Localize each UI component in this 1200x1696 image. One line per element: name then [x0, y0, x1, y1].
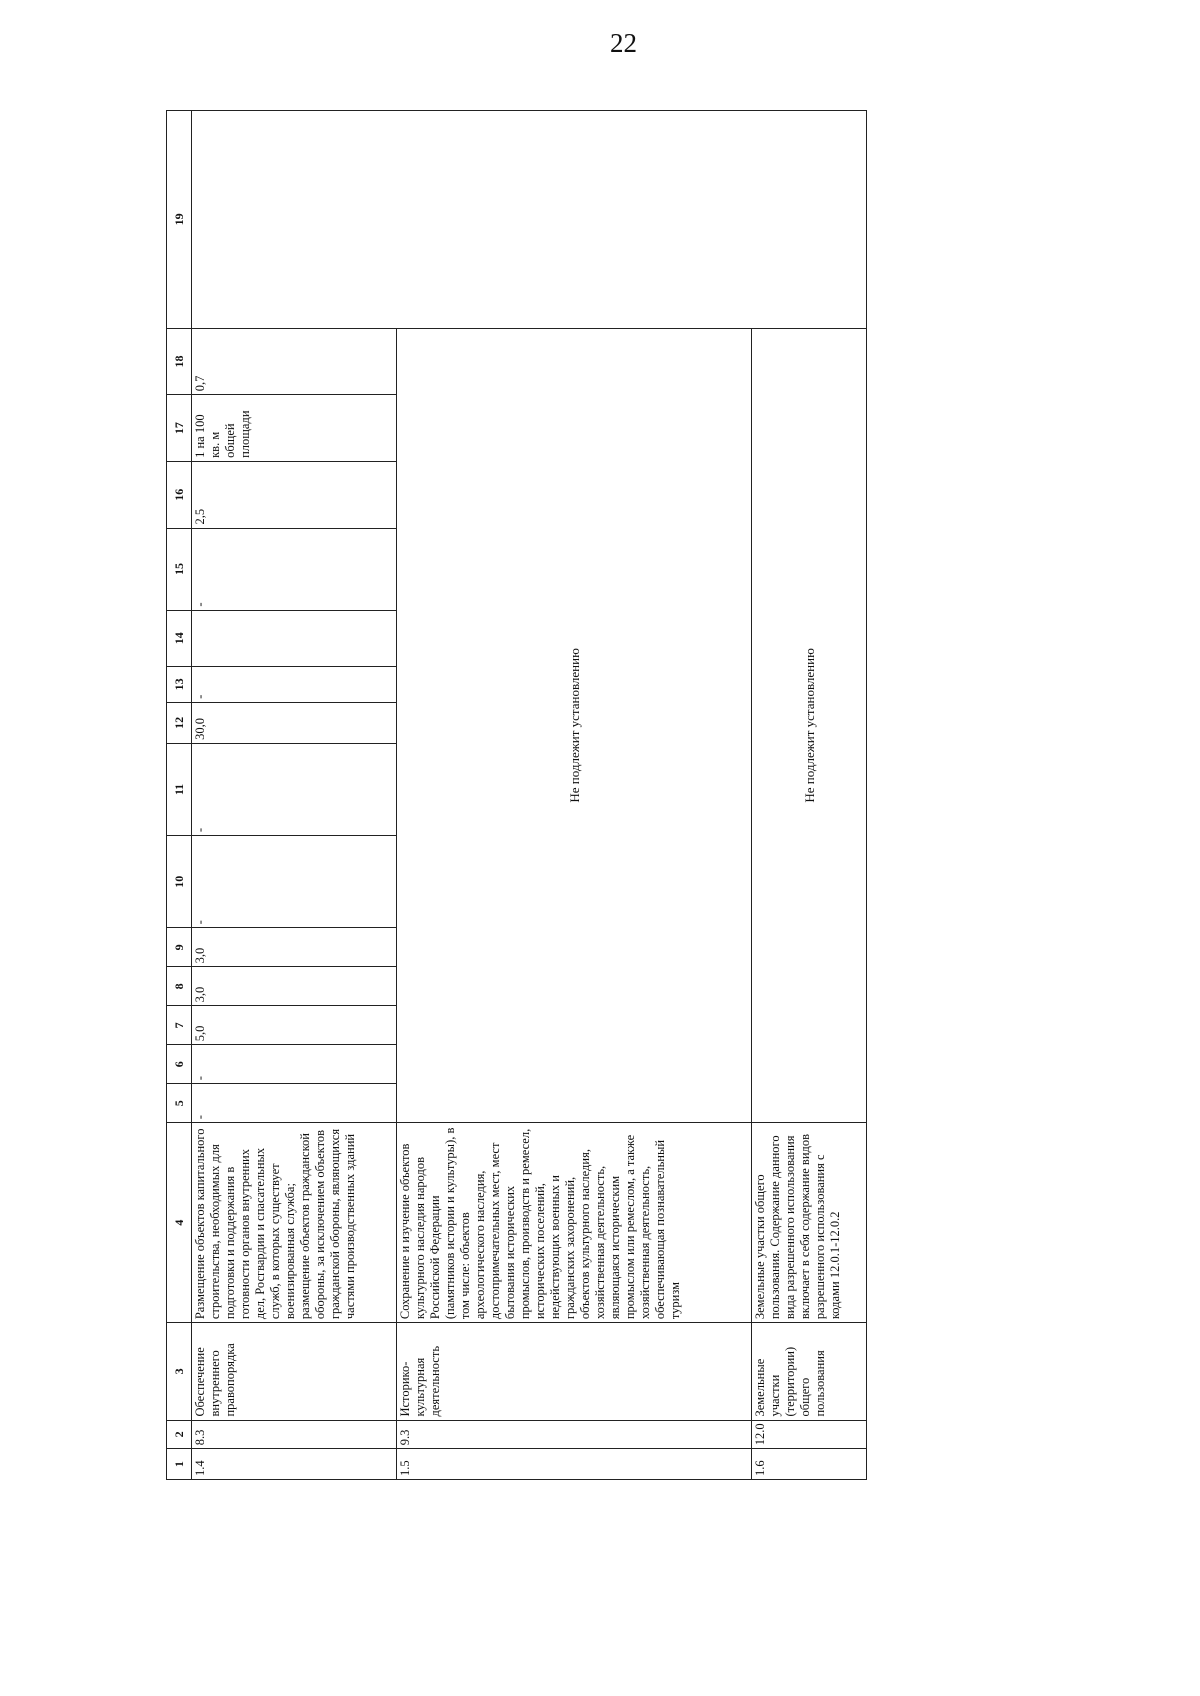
header-cell: 15	[167, 528, 192, 610]
header-cell: 1	[167, 1449, 192, 1480]
use-name: Земельные участки (территории) общего пользования	[752, 1323, 867, 1420]
value-cell: -	[192, 528, 397, 610]
header-cell: 10	[167, 836, 192, 928]
rotated-table	[166, 110, 864, 1480]
use-description: Размещение объектов капитального строительства, необходимых для подготовки и поддержания в готовности органов внутренних дел, Росгвардии и спасательных служб, в которых существует военизированная служба; размещение объектов гражданской обороны, за исключением объектов гражданской обороны, являющихся частями производственных зданий	[192, 1123, 397, 1323]
value-cell: 2,5	[192, 461, 397, 528]
value-cell: 1 на 100 кв. м общей площади	[192, 395, 397, 462]
header-cell: 9	[167, 928, 192, 967]
use-code: 9.3	[397, 1420, 752, 1449]
header-cell: 19	[167, 111, 192, 329]
value-cell-19	[192, 111, 867, 329]
header-cell: 8	[167, 967, 192, 1006]
row-number: 1.6	[752, 1449, 867, 1480]
value-cell: -	[192, 666, 397, 702]
table-row	[192, 111, 397, 1480]
header-cell: 11	[167, 743, 192, 835]
header-cell: 3	[167, 1323, 192, 1420]
use-description: Сохранение и изучение объектов культурного наследия народов Российской Федерации (памятников истории и культуры), в том числе: объектов археологического наследия, достопримечательных мест, мест бытования исторических промыслов, производств и ремесел, исторических поселений, недействующих военных и гражданских захоронений, объектов культурного наследия, хозяйственная деятельность, являющаяся историческим промыслом или ремеслом, а также хозяйственная деятельность, обеспечивающая познавательный туризм	[397, 1123, 752, 1323]
header-cell: 7	[167, 1006, 192, 1045]
value-cell: 3,0	[192, 928, 397, 967]
header-row	[167, 111, 192, 1480]
header-cell: 4	[167, 1123, 192, 1323]
value-cell: -	[192, 836, 397, 928]
header-cell: 17	[167, 395, 192, 462]
use-code: 12.0	[752, 1420, 867, 1449]
value-cell: -	[192, 1045, 397, 1084]
value-cell: 5,0	[192, 1006, 397, 1045]
use-name: Историко-культурная деятельность	[397, 1323, 752, 1420]
value-cell: -	[192, 1084, 397, 1123]
row-number: 1.5	[397, 1449, 752, 1480]
value-cell: -	[192, 743, 397, 835]
header-cell: 16	[167, 461, 192, 528]
header-cell: 13	[167, 666, 192, 702]
value-cell: 3,0	[192, 967, 397, 1006]
header-cell: 14	[167, 610, 192, 666]
merged-not-established: Не подлежит установлению	[397, 328, 752, 1123]
merged-not-established: Не подлежит установлению	[752, 328, 867, 1123]
header-cell: 2	[167, 1420, 192, 1449]
use-code: 8.3	[192, 1420, 397, 1449]
header-cell: 5	[167, 1084, 192, 1123]
use-description: Земельные участки общего пользования. Содержание данного вида разрешенного использования включает в себя содержание видов разрешенного использования с кодами 12.0.1-12.0.2	[752, 1123, 867, 1323]
header-cell: 6	[167, 1045, 192, 1084]
zoning-table	[166, 110, 867, 1480]
use-name: Обеспечение внутреннего правопорядка	[192, 1323, 397, 1420]
row-number: 1.4	[192, 1449, 397, 1480]
header-cell: 18	[167, 328, 192, 395]
value-cell: 30,0	[192, 702, 397, 743]
header-cell: 12	[167, 702, 192, 743]
value-cell: 0,7	[192, 328, 397, 395]
page-number: 22	[610, 28, 637, 58]
value-cell	[192, 610, 397, 666]
